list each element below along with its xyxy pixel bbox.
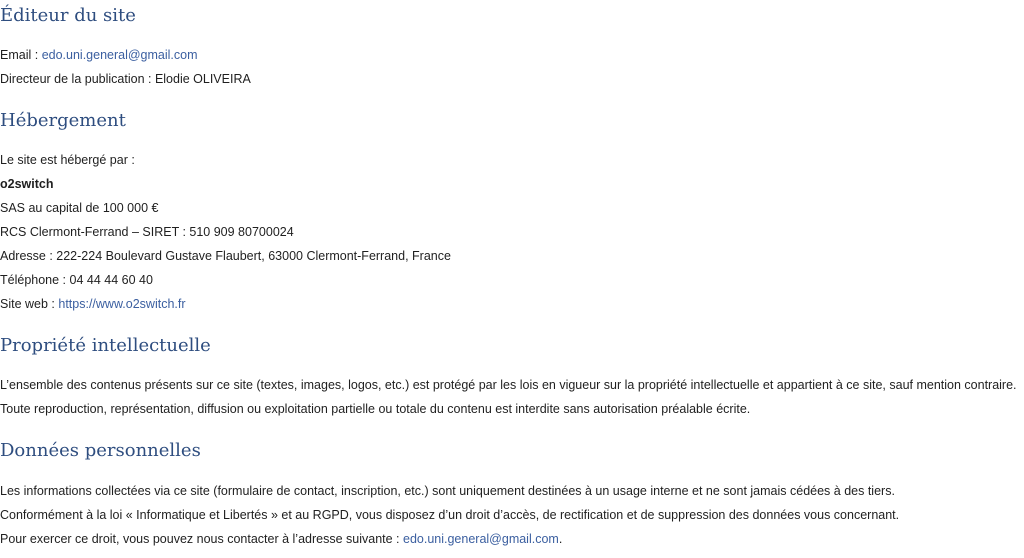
donnees-paragraph-2: Conformément à la loi « Informatique et Libertés » et au RGPD, vous disposez d’un droit d’accès, de rectification et de suppression des données vous concernant. xyxy=(0,508,900,522)
email-label: Email : xyxy=(0,48,42,62)
company-name: o2switch xyxy=(0,177,54,191)
hebergement-phone: Téléphone : 04 44 44 60 40 xyxy=(0,273,153,287)
hebergement-company xyxy=(0,172,54,196)
editeur-director-line: Directeur de la publication : Elodie OLIVEIRA xyxy=(0,72,251,86)
contact-label: Pour exercer ce droit, vous pouvez nous contacter à l’adresse suivante : xyxy=(0,532,403,546)
donnees-paragraph-1: Les informations collectées via ce site (formulaire de contact, inscription, etc.) sont uniquement destinées à un usage interne et ne sont jamais cédées à des tiers. xyxy=(0,484,895,498)
propriete-paragraph-1: L’ensemble des contenus présents sur ce site (textes, images, logos, etc.) est protégé par les lois en vigueur sur la propriété intellectuelle et appartient à ce site, sauf mention contraire. xyxy=(0,378,1017,392)
hebergement-website-line xyxy=(0,292,186,316)
section-heading-hebergement: Hébergement xyxy=(0,110,126,131)
propriete-paragraph-2: Toute reproduction, représentation, diffusion ou exploitation partielle ou totale du contenu est interdite sans autorisation préalable écrite. xyxy=(0,402,751,416)
section-heading-propriete: Propriété intellectuelle xyxy=(0,335,211,356)
hebergement-rcs: RCS Clermont-Ferrand – SIRET : 510 909 80700024 xyxy=(0,225,294,239)
section-heading-donnees: Données personnelles xyxy=(0,440,201,461)
website-label: Site web : xyxy=(0,297,59,311)
hebergement-address: Adresse : 222-224 Boulevard Gustave Flaubert, 63000 Clermont-Ferrand, France xyxy=(0,249,451,263)
donnees-paragraph-3 xyxy=(0,527,562,551)
editeur-email-line xyxy=(0,43,198,67)
hebergement-capital: SAS au capital de 100 000 € xyxy=(0,201,159,215)
sentence-end: . xyxy=(558,532,563,546)
section-heading-editeur: Éditeur du site xyxy=(0,5,136,26)
hebergement-website-link[interactable]: https://www.o2switch.fr xyxy=(58,297,186,311)
donnees-email-link[interactable]: edo.uni.general@gmail.com xyxy=(403,532,559,546)
editeur-email-link[interactable]: edo.uni.general@gmail.com xyxy=(41,48,198,62)
hebergement-intro: Le site est hébergé par : xyxy=(0,153,135,167)
